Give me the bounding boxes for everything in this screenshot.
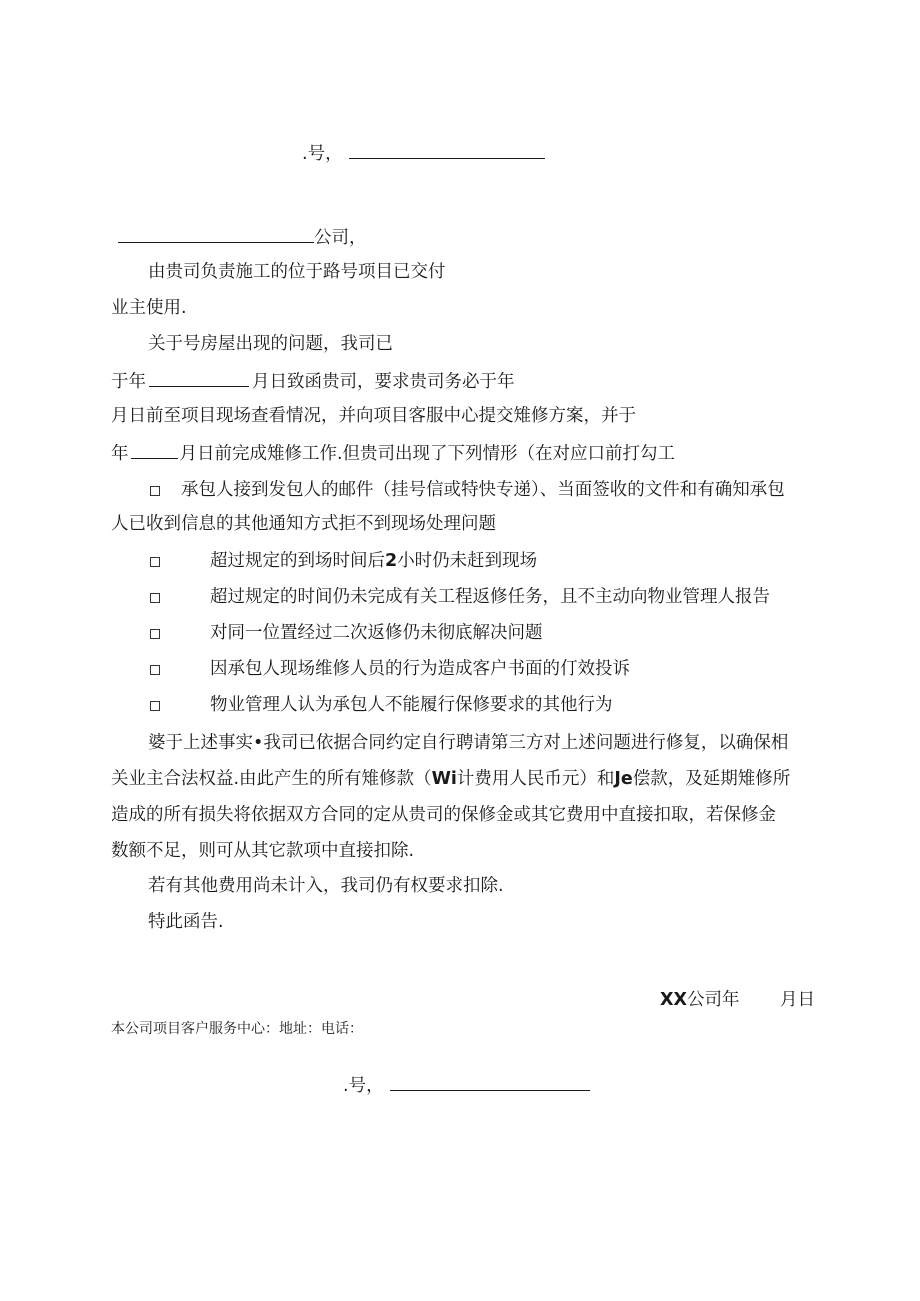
checklist-item-6: 物业管理人认为承包人不能履行保修要求的其他行为 xyxy=(210,695,613,715)
signature-company-date xyxy=(660,988,740,1012)
body-p3-line2-a: 关业主合法权益.由此产生的所有雉修款（ xyxy=(111,769,432,789)
intro-year-blank xyxy=(149,368,249,387)
checkbox-6[interactable] xyxy=(150,701,160,711)
intro-p2-line2-a: 于年 xyxy=(111,372,146,392)
body-p3-line2-bold1: Wi xyxy=(431,769,457,789)
checklist-item-4: 对同一位置经过二次返修仍未彻底解决问题 xyxy=(210,623,543,643)
reference-number-line xyxy=(302,140,545,166)
intro-p2-line4-b: 月日前完成雉修工作.但贵司出现了下列情形（在对应口前打勾工 xyxy=(179,444,676,464)
checklist-item-5: 因承包人现场维修人员的行为造成客户书面的仃效投诉 xyxy=(210,659,630,679)
body-p3-line1: 婆于上述事实•我司已依据合同约定自行聘请第三方对上述问题进行修复，以确保相 xyxy=(148,733,789,753)
service-center-line: 本公司项目客户服务中心：地址：电话： xyxy=(111,1021,363,1037)
body-p3-line2-c: 偿款，及延期雉修所 xyxy=(632,769,791,789)
intro-p2-line1: 关于号房屋出现的问题，我司已 xyxy=(148,334,393,354)
body-p5: 特此函告. xyxy=(148,912,224,932)
body-p3-line2-bold2: Je xyxy=(614,769,633,789)
footer-number-line xyxy=(343,1072,590,1098)
signature-day: 月日 xyxy=(780,990,815,1010)
signature-company: 公司年 xyxy=(687,990,740,1010)
checklist-item-2-b: 小时仍未赶到现场 xyxy=(397,551,538,571)
checklist-item-1-line1: 承包人接到发包人的邮件（挂号信或特快专递）、当面签收的文件和有确知承包 xyxy=(181,480,785,500)
checklist-item-2 xyxy=(210,549,537,573)
intro-p1-line1: 由贵司负责施工的位于路号项目已交付 xyxy=(148,262,446,282)
intro-p2-line4-a: 年 xyxy=(111,444,129,464)
body-p3-line3: 造成的所有损失将依据双方合同的定从贵司的保修金或其它费用中直接扣取，若保修金 xyxy=(111,805,776,825)
signature-bold: XX xyxy=(660,990,687,1010)
reference-number-label: .号， xyxy=(302,144,343,164)
intro-p2-line2-b: 月日致函贵司，要求贵司务必于年 xyxy=(252,372,515,392)
body-p3-line2-b: 计费用人民币元）和 xyxy=(456,769,615,789)
footer-number-label: .号， xyxy=(343,1076,384,1096)
checklist-item-1-line2: 人已收到信息的其他通知方式拒不到现场处理问题 xyxy=(111,514,496,534)
intro-p2-line3: 月日前至项目现场查看情况，并向项目客服中心提交雉修方案，并于 xyxy=(111,406,636,426)
checkbox-1[interactable] xyxy=(150,486,160,496)
body-p3-line2 xyxy=(111,767,790,791)
checklist-item-2-bold: 2 xyxy=(385,551,398,571)
intro-p2-line2 xyxy=(111,368,515,394)
intro-p1-line2: 业主使用. xyxy=(111,298,187,318)
checkbox-2[interactable] xyxy=(150,557,160,567)
recipient-company-suffix: 公司， xyxy=(314,228,367,248)
checkbox-3[interactable] xyxy=(150,593,160,603)
reference-number-blank xyxy=(349,140,545,159)
recipient-line xyxy=(118,224,367,250)
checkbox-5[interactable] xyxy=(150,665,160,675)
checklist-item-2-a: 超过规定的到场时间后 xyxy=(210,551,385,571)
footer-number-blank xyxy=(390,1072,590,1091)
checklist-item-3: 超过规定的时间仍未完成有关工程返修任务，且不主动向物业管理人报告 xyxy=(210,587,770,607)
body-p3-line4: 数额不足，则可从其它款项中直接扣除. xyxy=(111,841,415,861)
body-p4: 若有其他费用尚未计入，我司仍有权要求扣除. xyxy=(148,876,504,896)
intro-month-blank xyxy=(131,440,178,459)
recipient-company-blank xyxy=(118,224,314,243)
intro-p2-line4 xyxy=(111,440,675,466)
checkbox-4[interactable] xyxy=(150,629,160,639)
